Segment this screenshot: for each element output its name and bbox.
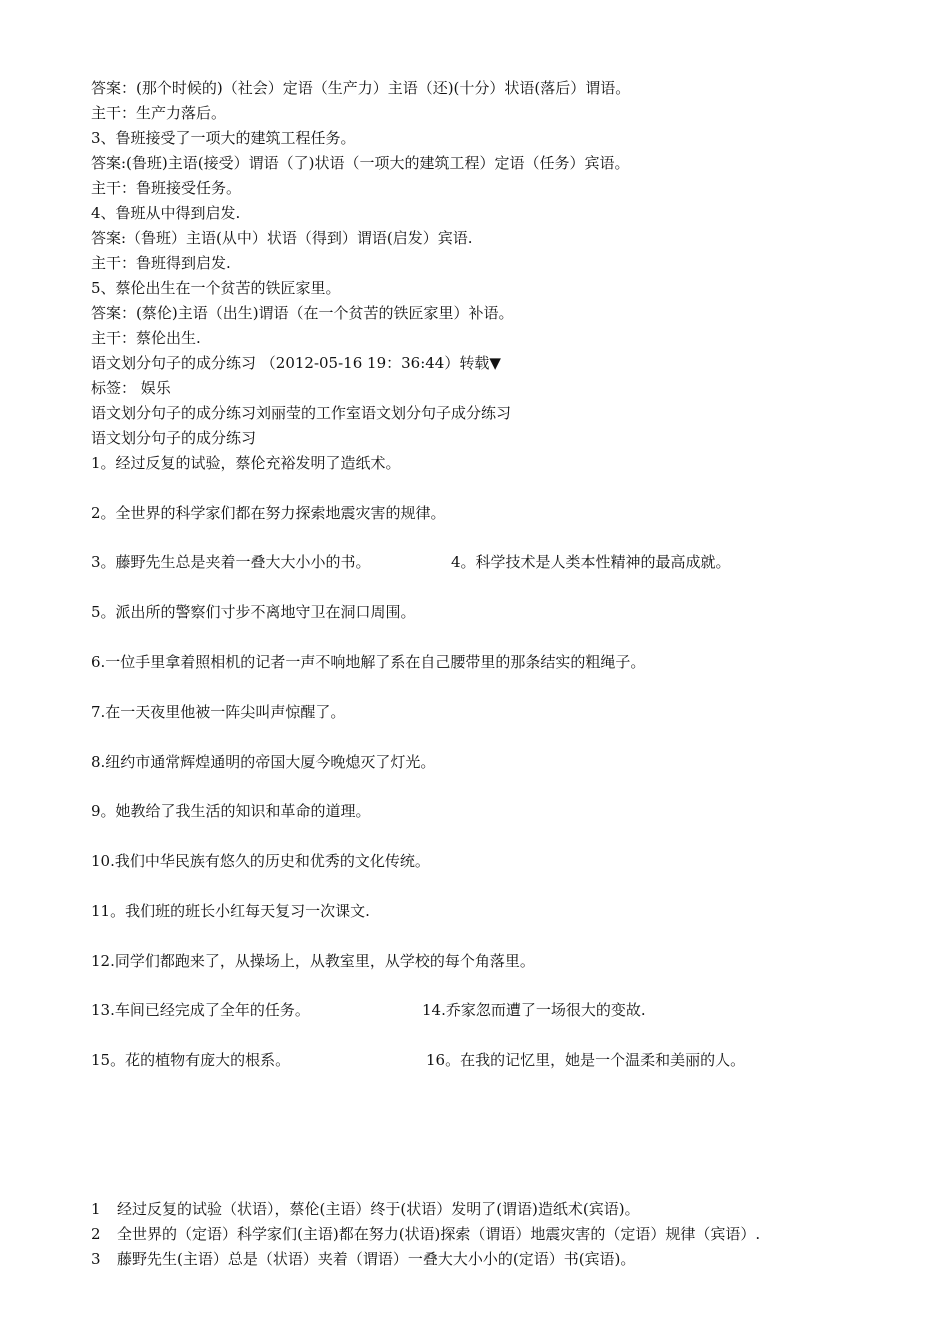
tags-line: 标签： 娱乐 — [91, 379, 171, 397]
exercise-item: 4。科学技术是人类本性精神的最高成就。 — [451, 553, 731, 571]
answer-line: 答案：(蔡伦)主语（出生)谓语（在一个贫苦的铁匠家里）补语。 — [91, 304, 514, 322]
exercise-item: 6.一位手里拿着照相机的记者一声不响地解了系在自己腰带里的那条结实的粗绳子。 — [91, 653, 646, 671]
exercise-item: 8.纽约市通常辉煌通明的帝国大厦今晚熄灭了灯光。 — [91, 753, 436, 771]
exercise-item: 7.在一天夜里他被一阵尖叫声惊醒了。 — [91, 703, 346, 721]
exercise-item: 9。她教给了我生活的知识和革命的道理。 — [91, 802, 371, 820]
trunk-line: 主干：生产力落后。 — [91, 104, 227, 122]
answer-item — [91, 1199, 640, 1219]
answer-text: 全世界的（定语）科学家们(主语)都在努力(状语)探索（谓语）地震灾害的（定语）规律（宾语）. — [117, 1225, 761, 1243]
exercise-item: 11。我们班的班长小红每天复习一次课文. — [91, 902, 370, 920]
question-line: 5、蔡伦出生在一个贫苦的铁匠家里。 — [91, 279, 341, 297]
section-heading: 语文划分句子的成分练习 — [91, 429, 257, 447]
answer-number: 1 — [91, 1200, 101, 1218]
answer-line: 答案：(那个时候的)（社会）定语（生产力）主语（还)(十分）状语(落后）谓语。 — [91, 79, 631, 97]
answer-number: 2 — [91, 1225, 101, 1243]
subtitle-line: 语文划分句子的成分练习刘丽莹的工作室语文划分句子成分练习 — [91, 404, 512, 422]
question-line: 4、鲁班从中得到启发. — [91, 204, 241, 222]
answer-text: 经过反复的试验（状语），蔡伦(主语）终于(状语）发明了(谓语)造纸术(宾语)。 — [117, 1200, 640, 1218]
exercise-item: 15。花的植物有庞大的根系。 — [91, 1051, 291, 1069]
answer-line: 答案:（鲁班）主语(从中）状语（得到）谓语(启发）宾语. — [91, 229, 473, 247]
exercise-item: 3。藤野先生总是夹着一叠大大小小的书。 — [91, 553, 371, 571]
answer-line: 答案:(鲁班)主语(接受）谓语（了)状语（一项大的建筑工程）定语（任务）宾语。 — [91, 154, 630, 172]
exercise-item: 5。派出所的警察们寸步不离地守卫在洞口周围。 — [91, 603, 416, 621]
exercise-item: 10.我们中华民族有悠久的历史和优秀的文化传统。 — [91, 852, 430, 870]
exercise-item: 1。经过反复的试验，蔡伦充裕发明了造纸术。 — [91, 454, 401, 472]
answer-text: 藤野先生(主语）总是（状语）夹着（谓语）一叠大大小小的(定语）书(宾语)。 — [117, 1250, 636, 1268]
question-line: 3、鲁班接受了一项大的建筑工程任务。 — [91, 129, 356, 147]
trunk-line: 主干：鲁班得到启发. — [91, 254, 231, 272]
trunk-line: 主干：鲁班接受任务。 — [91, 179, 242, 197]
exercise-item: 14.乔家忽而遭了一场很大的变故. — [422, 1001, 646, 1019]
trunk-line: 主干：蔡伦出生. — [91, 329, 201, 347]
article-title-line: 语文划分句子的成分练习 （2012-05-16 19：36:44）转载▼ — [91, 354, 501, 372]
exercise-item: 2。全世界的科学家们都在努力探索地震灾害的规律。 — [91, 504, 446, 522]
answer-item — [91, 1224, 760, 1244]
exercise-item: 16。在我的记忆里，她是一个温柔和美丽的人。 — [426, 1051, 746, 1069]
answer-number: 3 — [91, 1250, 101, 1268]
exercise-item: 13.车间已经完成了全年的任务。 — [91, 1001, 310, 1019]
exercise-item: 12.同学们都跑来了，从操场上，从教室里，从学校的每个角落里。 — [91, 952, 535, 970]
answer-item — [91, 1249, 635, 1269]
